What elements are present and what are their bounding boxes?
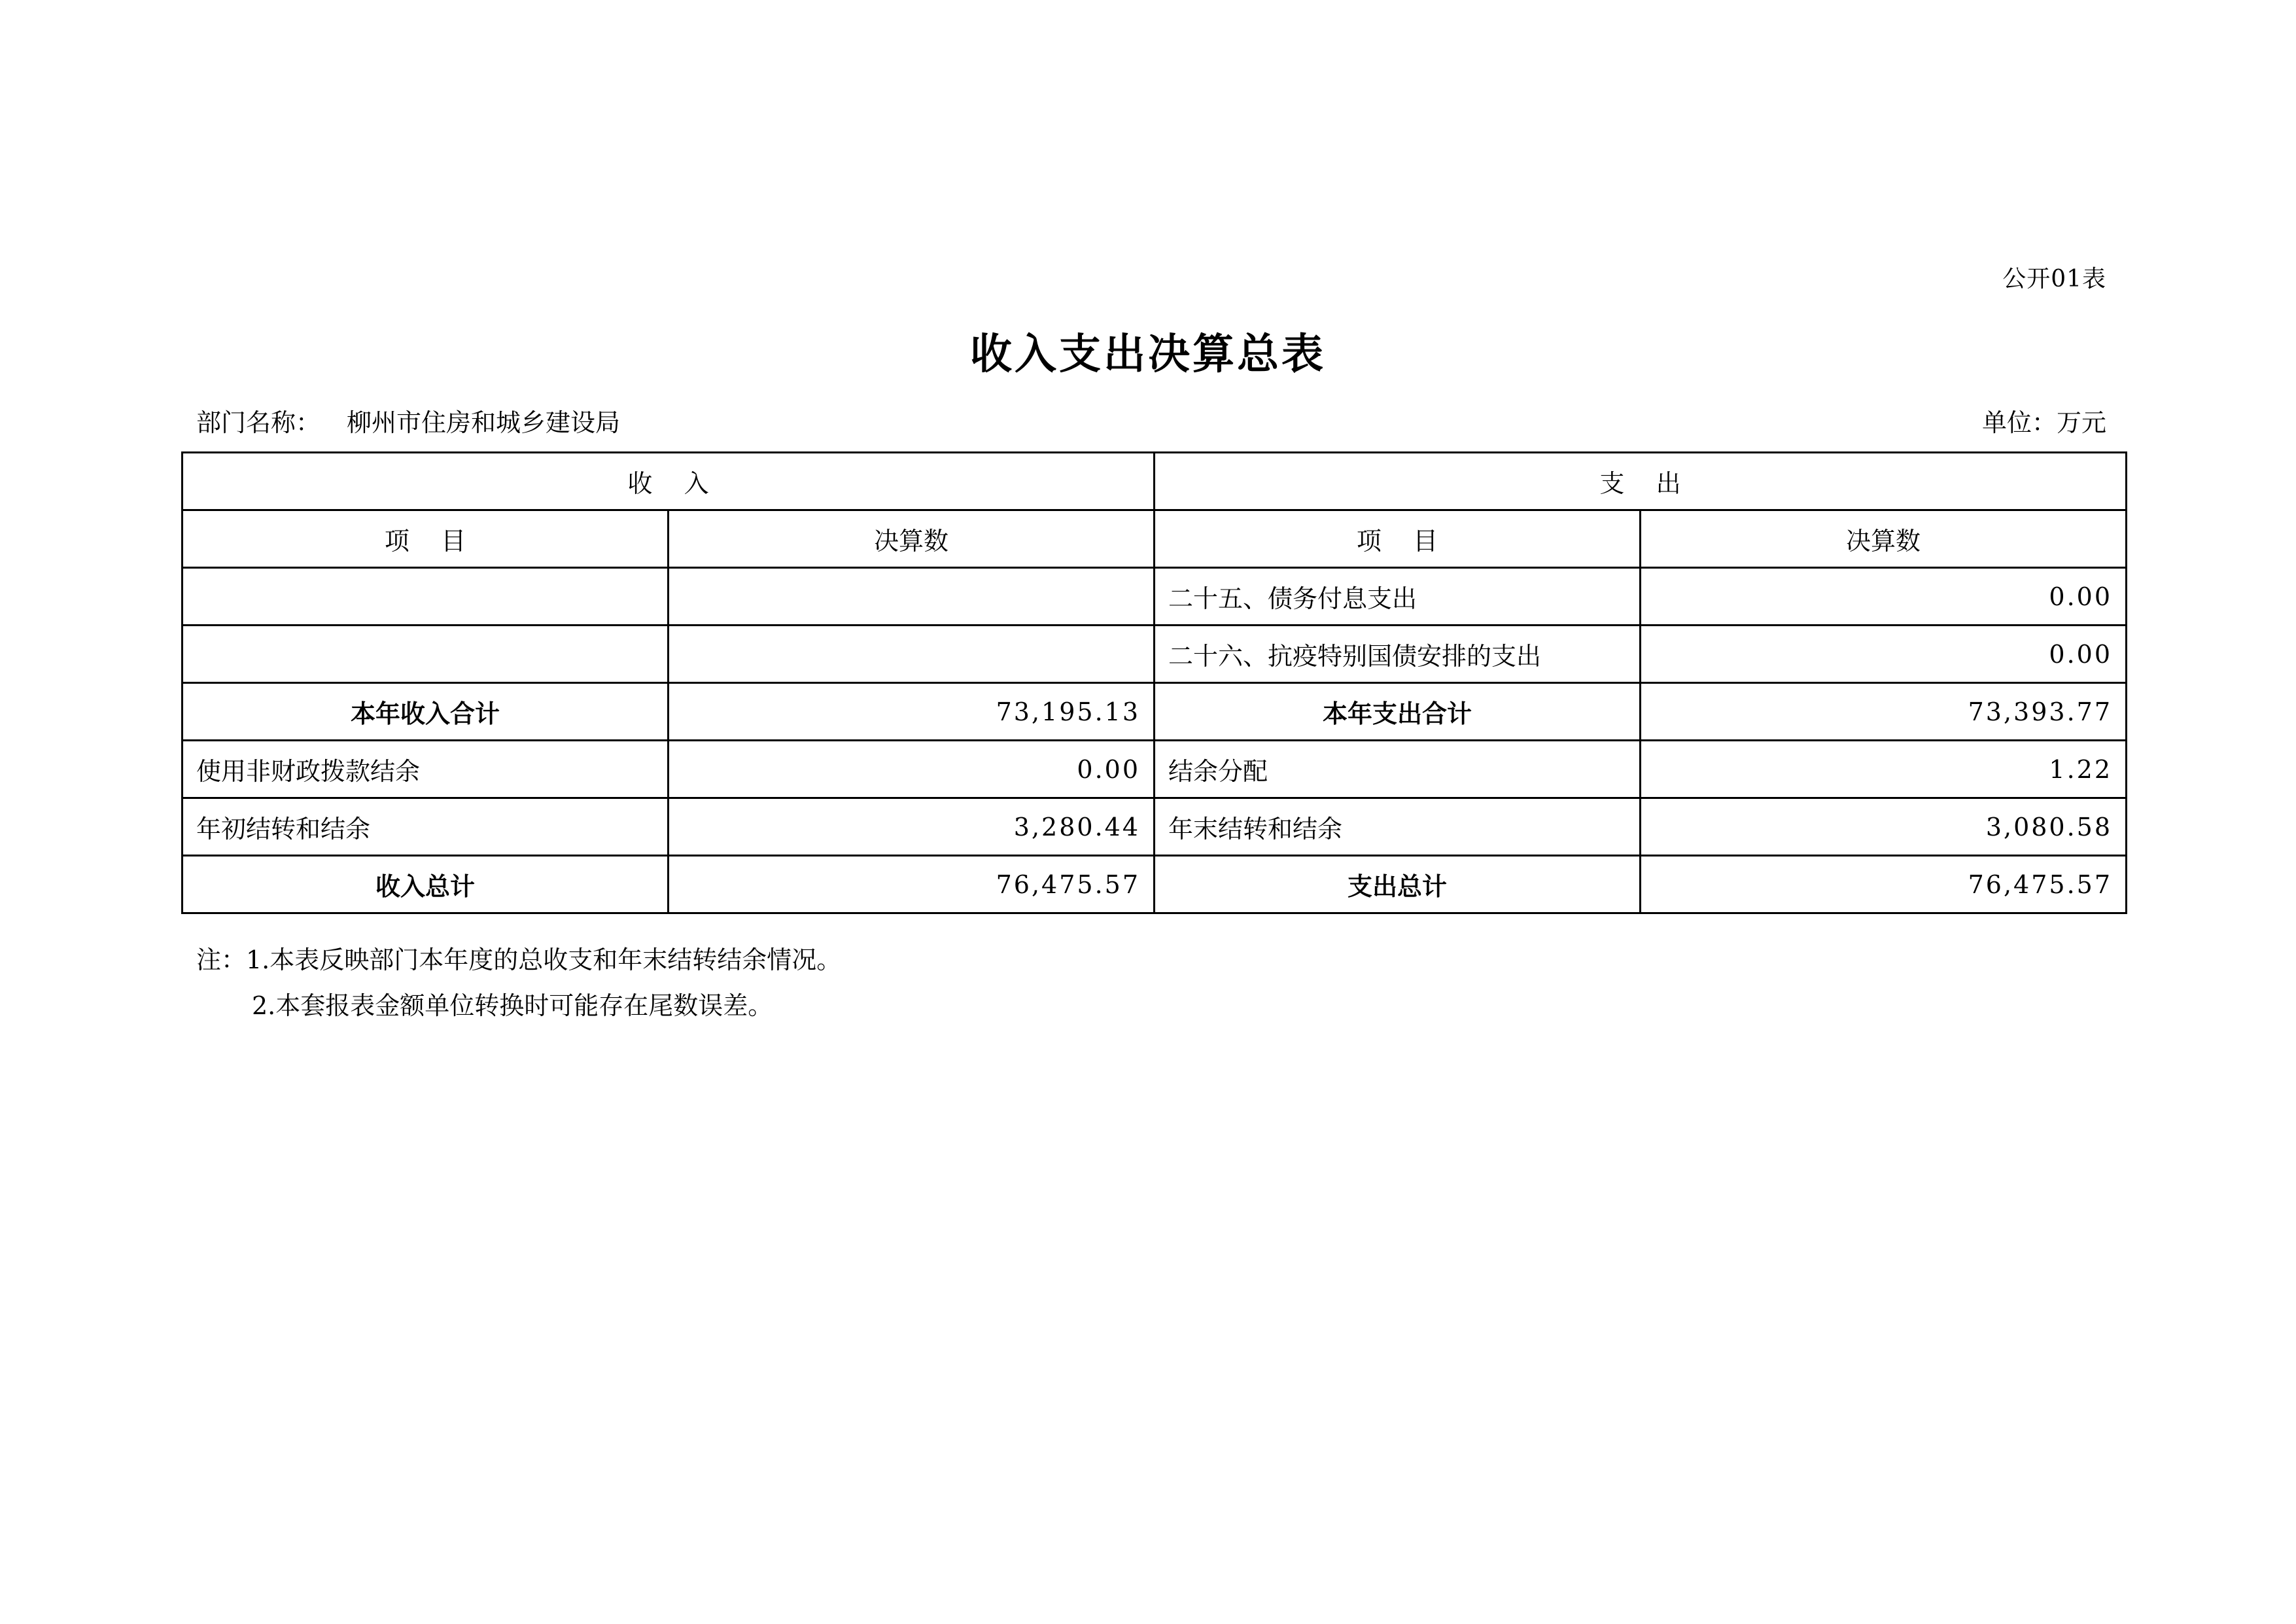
expense-item-cell: 二十五、债务付息支出	[1155, 568, 1641, 626]
income-item-cell: 使用非财政拨款结余	[183, 741, 669, 798]
income-subtotal-amount: 73,195.13	[669, 683, 1155, 741]
expense-total-label: 支出总计	[1155, 856, 1641, 913]
page-title: 收入支出决算总表	[970, 330, 1326, 379]
table-row	[183, 626, 2127, 683]
income-total-amount: 76,475.57	[669, 856, 1155, 913]
expense-amount-cell: 1.22	[1641, 741, 2127, 798]
expense-item-cell: 年末结转和结余	[1155, 798, 1641, 856]
unit-label: 单位：万元	[1981, 408, 2106, 437]
department-value: 柳州市住房和城乡建设局	[347, 408, 621, 437]
table-row	[183, 568, 2127, 626]
expense-amount-cell: 0.00	[1641, 568, 2127, 626]
expense-amount-cell: 0.00	[1641, 626, 2127, 683]
income-expense-table	[181, 451, 2127, 914]
table-column-header-row	[183, 510, 2127, 568]
income-item-cell: 年初结转和结余	[183, 798, 669, 856]
income-amount-cell: 0.00	[669, 741, 1155, 798]
income-section-header: 收 入	[183, 453, 1155, 510]
expense-subtotal-amount: 73,393.77	[1641, 683, 2127, 741]
income-total-label: 收入总计	[183, 856, 669, 913]
department-label: 部门名称：	[196, 408, 321, 437]
expense-item-header: 项 目	[1155, 510, 1641, 568]
expense-item-cell: 结余分配	[1155, 741, 1641, 798]
footnote-2: 2.本套报表金额单位转换时可能存在尾数误差。	[252, 991, 773, 1020]
table-row-total	[183, 856, 2127, 913]
income-amount-header: 决算数	[669, 510, 1155, 568]
income-amount-cell	[669, 626, 1155, 683]
income-item-cell	[183, 568, 669, 626]
table-section-header-row	[183, 453, 2127, 510]
income-amount-cell: 3,280.44	[669, 798, 1155, 856]
expense-amount-header: 决算数	[1641, 510, 2127, 568]
table-row	[183, 741, 2127, 798]
income-amount-cell	[669, 568, 1155, 626]
footnote-1: 注：1.本表反映部门本年度的总收支和年末结转结余情况。	[196, 945, 842, 974]
expense-total-amount: 76,475.57	[1641, 856, 2127, 913]
income-item-header: 项 目	[183, 510, 669, 568]
expense-subtotal-label: 本年支出合计	[1155, 683, 1641, 741]
department-line	[196, 402, 620, 438]
income-item-cell	[183, 626, 669, 683]
expense-section-header: 支 出	[1155, 453, 2127, 510]
footnotes	[196, 937, 841, 1029]
form-code: 公开01表	[2002, 266, 2106, 292]
table-row	[183, 798, 2127, 856]
table-row-subtotal	[183, 683, 2127, 741]
expense-amount-cell: 3,080.58	[1641, 798, 2127, 856]
expense-item-cell: 二十六、抗疫特别国债安排的支出	[1155, 626, 1641, 683]
income-subtotal-label: 本年收入合计	[183, 683, 669, 741]
